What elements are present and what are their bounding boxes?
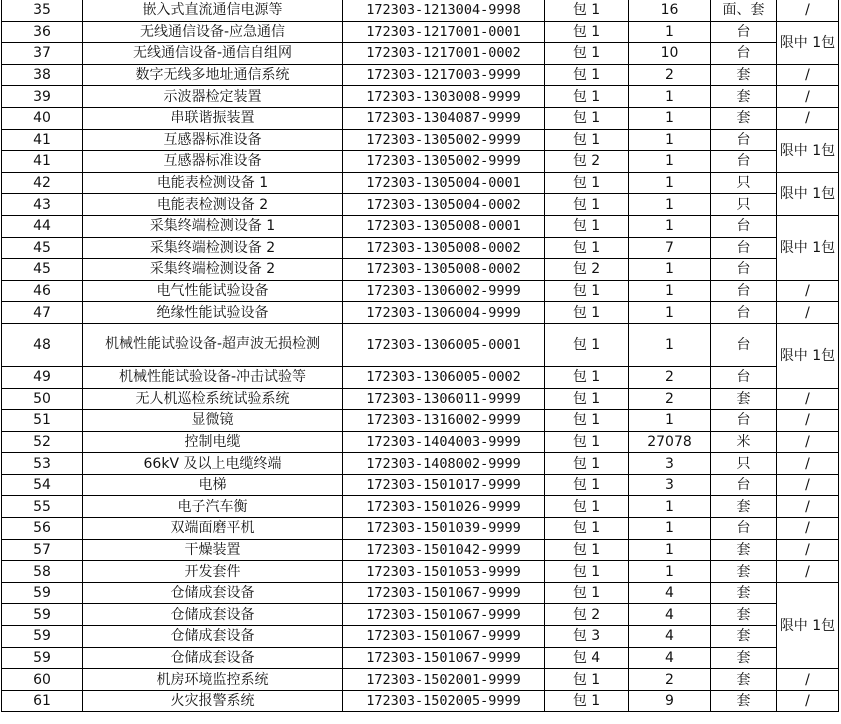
quantity-cell: 1 [629, 323, 711, 366]
table-row [2, 64, 839, 86]
material-code-cell: 172303-1305008-0002 [343, 237, 545, 259]
package-label-cell: 包 1 [545, 690, 629, 712]
unit-cell: 台 [711, 129, 777, 151]
quantity-cell: 2 [629, 64, 711, 86]
restriction-note-cell: / [777, 64, 839, 86]
item-number-cell: 51 [2, 410, 83, 432]
material-code-cell: 172303-1213004-9998 [343, 0, 545, 21]
quantity-cell: 2 [629, 669, 711, 691]
item-number-cell: 50 [2, 388, 83, 410]
unit-cell: 只 [711, 453, 777, 475]
table-row [2, 690, 839, 712]
unit-cell: 套 [711, 626, 777, 648]
item-name-cell: 无线通信设备-应急通信 [83, 21, 343, 43]
package-label-cell: 包 1 [545, 431, 629, 453]
quantity-cell: 1 [629, 21, 711, 43]
unit-cell: 套 [711, 647, 777, 669]
unit-cell: 只 [711, 172, 777, 194]
table-row [2, 151, 839, 173]
table-row [2, 669, 839, 691]
item-name-cell: 显微镜 [83, 410, 343, 432]
material-code-cell: 172303-1306011-9999 [343, 388, 545, 410]
item-number-cell: 59 [2, 604, 83, 626]
restriction-note-cell: 限中 1包 [777, 582, 839, 668]
item-number-cell: 59 [2, 626, 83, 648]
table-row [2, 280, 839, 302]
unit-cell: 台 [711, 302, 777, 324]
item-name-cell: 互感器标准设备 [83, 129, 343, 151]
table-row [2, 539, 839, 561]
material-code-cell: 172303-1303008-9999 [343, 86, 545, 108]
restriction-note-cell: 限中 1包 [777, 215, 839, 280]
unit-cell: 台 [711, 151, 777, 173]
material-code-cell: 172303-1501017-9999 [343, 474, 545, 496]
unit-cell: 套 [711, 107, 777, 129]
item-number-cell: 49 [2, 366, 83, 388]
item-name-cell: 干燥装置 [83, 539, 343, 561]
unit-cell: 台 [711, 21, 777, 43]
package-label-cell: 包 1 [545, 453, 629, 475]
quantity-cell: 4 [629, 604, 711, 626]
material-code-cell: 172303-1501042-9999 [343, 539, 545, 561]
item-number-cell: 57 [2, 539, 83, 561]
package-label-cell: 包 1 [545, 388, 629, 410]
item-name-cell: 开发套件 [83, 561, 343, 583]
unit-cell: 台 [711, 237, 777, 259]
quantity-cell: 1 [629, 518, 711, 540]
package-label-cell: 包 4 [545, 647, 629, 669]
material-code-cell: 172303-1306005-0001 [343, 323, 545, 366]
item-name-cell: 机房环境监控系统 [83, 669, 343, 691]
table-row [2, 366, 839, 388]
quantity-cell: 7 [629, 237, 711, 259]
table-row [2, 388, 839, 410]
restriction-note-cell: / [777, 496, 839, 518]
item-name-cell: 仓储成套设备 [83, 626, 343, 648]
material-code-cell: 172303-1305002-9999 [343, 151, 545, 173]
item-number-cell: 46 [2, 280, 83, 302]
quantity-cell: 1 [629, 172, 711, 194]
restriction-note-cell: / [777, 86, 839, 108]
material-code-cell: 172303-1217001-0002 [343, 43, 545, 65]
unit-cell: 套 [711, 539, 777, 561]
restriction-note-cell: / [777, 669, 839, 691]
package-label-cell: 包 1 [545, 86, 629, 108]
item-number-cell: 58 [2, 561, 83, 583]
unit-cell: 套 [711, 64, 777, 86]
unit-cell: 台 [711, 259, 777, 281]
table-row [2, 259, 839, 281]
restriction-note-cell: / [777, 107, 839, 129]
item-number-cell: 41 [2, 151, 83, 173]
unit-cell: 套 [711, 388, 777, 410]
restriction-note-cell: 限中 1包 [777, 129, 839, 172]
package-label-cell: 包 2 [545, 604, 629, 626]
package-label-cell: 包 1 [545, 0, 629, 21]
item-name-cell: 电能表检测设备 2 [83, 194, 343, 216]
item-number-cell: 45 [2, 259, 83, 281]
restriction-note-cell: / [777, 0, 839, 21]
unit-cell: 套 [711, 690, 777, 712]
table-row [2, 129, 839, 151]
quantity-cell: 3 [629, 474, 711, 496]
package-label-cell: 包 1 [545, 280, 629, 302]
material-code-cell: 172303-1404003-9999 [343, 431, 545, 453]
material-code-cell: 172303-1217001-0001 [343, 21, 545, 43]
package-label-cell: 包 1 [545, 21, 629, 43]
table-row [2, 453, 839, 475]
quantity-cell: 27078 [629, 431, 711, 453]
material-code-cell: 172303-1501067-9999 [343, 582, 545, 604]
table-row [2, 582, 839, 604]
material-code-cell: 172303-1306005-0002 [343, 366, 545, 388]
table-row [2, 172, 839, 194]
table-row [2, 431, 839, 453]
item-number-cell: 60 [2, 669, 83, 691]
material-code-cell: 172303-1501067-9999 [343, 626, 545, 648]
material-code-cell: 172303-1408002-9999 [343, 453, 545, 475]
unit-cell: 套 [711, 496, 777, 518]
item-name-cell: 66kV 及以上电缆终端 [83, 453, 343, 475]
item-name-cell: 控制电缆 [83, 431, 343, 453]
quantity-cell: 1 [629, 86, 711, 108]
quantity-cell: 9 [629, 690, 711, 712]
item-number-cell: 35 [2, 0, 83, 21]
table-row [2, 194, 839, 216]
unit-cell: 台 [711, 410, 777, 432]
item-number-cell: 47 [2, 302, 83, 324]
unit-cell: 台 [711, 474, 777, 496]
unit-cell: 台 [711, 43, 777, 65]
package-label-cell: 包 2 [545, 259, 629, 281]
item-name-cell: 采集终端检测设备 1 [83, 215, 343, 237]
item-number-cell: 44 [2, 215, 83, 237]
package-label-cell: 包 1 [545, 129, 629, 151]
item-name-cell: 双端面磨平机 [83, 518, 343, 540]
material-code-cell: 172303-1306004-9999 [343, 302, 545, 324]
table-row [2, 21, 839, 43]
material-code-cell: 172303-1305008-0002 [343, 259, 545, 281]
item-number-cell: 38 [2, 64, 83, 86]
material-code-cell: 172303-1501053-9999 [343, 561, 545, 583]
item-number-cell: 56 [2, 518, 83, 540]
material-code-cell: 172303-1502001-9999 [343, 669, 545, 691]
unit-cell: 套 [711, 669, 777, 691]
unit-cell: 面、套 [711, 0, 777, 21]
item-name-cell: 电气性能试验设备 [83, 280, 343, 302]
package-label-cell: 包 1 [545, 43, 629, 65]
quantity-cell: 1 [629, 539, 711, 561]
quantity-cell: 1 [629, 410, 711, 432]
item-number-cell: 59 [2, 647, 83, 669]
item-number-cell: 59 [2, 582, 83, 604]
item-name-cell: 仓储成套设备 [83, 604, 343, 626]
item-name-cell: 数字无线多地址通信系统 [83, 64, 343, 86]
item-name-cell: 仓储成套设备 [83, 582, 343, 604]
item-number-cell: 55 [2, 496, 83, 518]
unit-cell: 台 [711, 323, 777, 366]
quantity-cell: 10 [629, 43, 711, 65]
package-label-cell: 包 1 [545, 582, 629, 604]
item-number-cell: 52 [2, 431, 83, 453]
item-name-cell: 串联谐振装置 [83, 107, 343, 129]
quantity-cell: 1 [629, 215, 711, 237]
restriction-note-cell: 限中 1包 [777, 21, 839, 64]
quantity-cell: 1 [629, 561, 711, 583]
quantity-cell: 16 [629, 0, 711, 21]
item-number-cell: 53 [2, 453, 83, 475]
unit-cell: 台 [711, 366, 777, 388]
package-label-cell: 包 1 [545, 539, 629, 561]
item-name-cell: 绝缘性能试验设备 [83, 302, 343, 324]
item-name-cell: 采集终端检测设备 2 [83, 259, 343, 281]
package-label-cell: 包 1 [545, 194, 629, 216]
quantity-cell: 1 [629, 194, 711, 216]
package-label-cell: 包 1 [545, 323, 629, 366]
restriction-note-cell: / [777, 388, 839, 410]
restriction-note-cell: / [777, 690, 839, 712]
restriction-note-cell: 限中 1包 [777, 172, 839, 215]
package-label-cell: 包 1 [545, 237, 629, 259]
quantity-cell: 1 [629, 280, 711, 302]
procurement-items-table [1, 0, 839, 712]
restriction-note-cell: 限中 1包 [777, 323, 839, 388]
item-number-cell: 61 [2, 690, 83, 712]
quantity-cell: 1 [629, 302, 711, 324]
unit-cell: 套 [711, 561, 777, 583]
item-number-cell: 37 [2, 43, 83, 65]
unit-cell: 台 [711, 280, 777, 302]
package-label-cell: 包 1 [545, 302, 629, 324]
quantity-cell: 3 [629, 453, 711, 475]
unit-cell: 套 [711, 582, 777, 604]
material-code-cell: 172303-1304087-9999 [343, 107, 545, 129]
table-row [2, 107, 839, 129]
package-label-cell: 包 3 [545, 626, 629, 648]
item-name-cell: 机械性能试验设备-超声波无损检测 [83, 323, 343, 366]
table-row [2, 302, 839, 324]
table-row [2, 323, 839, 366]
unit-cell: 只 [711, 194, 777, 216]
material-code-cell: 172303-1316002-9999 [343, 410, 545, 432]
package-label-cell: 包 1 [545, 215, 629, 237]
material-code-cell: 172303-1501026-9999 [343, 496, 545, 518]
restriction-note-cell: / [777, 561, 839, 583]
item-name-cell: 机械性能试验设备-冲击试验等 [83, 366, 343, 388]
item-number-cell: 41 [2, 129, 83, 151]
item-number-cell: 48 [2, 323, 83, 366]
material-code-cell: 172303-1305002-9999 [343, 129, 545, 151]
material-code-cell: 172303-1305004-0002 [343, 194, 545, 216]
quantity-cell: 1 [629, 259, 711, 281]
quantity-cell: 1 [629, 496, 711, 518]
quantity-cell: 2 [629, 366, 711, 388]
table-row [2, 604, 839, 626]
item-name-cell: 互感器标准设备 [83, 151, 343, 173]
package-label-cell: 包 1 [545, 496, 629, 518]
restriction-note-cell: / [777, 518, 839, 540]
table-row [2, 626, 839, 648]
material-code-cell: 172303-1306002-9999 [343, 280, 545, 302]
material-code-cell: 172303-1502005-9999 [343, 690, 545, 712]
unit-cell: 套 [711, 86, 777, 108]
table-row [2, 474, 839, 496]
material-code-cell: 172303-1305008-0001 [343, 215, 545, 237]
package-label-cell: 包 1 [545, 561, 629, 583]
table-row [2, 410, 839, 432]
item-number-cell: 36 [2, 21, 83, 43]
quantity-cell: 4 [629, 626, 711, 648]
package-label-cell: 包 1 [545, 107, 629, 129]
package-label-cell: 包 1 [545, 64, 629, 86]
table-row [2, 86, 839, 108]
table-body [2, 0, 839, 712]
table-row [2, 43, 839, 65]
quantity-cell: 1 [629, 129, 711, 151]
restriction-note-cell: / [777, 431, 839, 453]
package-label-cell: 包 1 [545, 669, 629, 691]
material-code-cell: 172303-1501039-9999 [343, 518, 545, 540]
table-row [2, 496, 839, 518]
item-name-cell: 电能表检测设备 1 [83, 172, 343, 194]
item-number-cell: 40 [2, 107, 83, 129]
package-label-cell: 包 1 [545, 172, 629, 194]
table-row [2, 561, 839, 583]
package-label-cell: 包 1 [545, 366, 629, 388]
material-code-cell: 172303-1217003-9999 [343, 64, 545, 86]
package-label-cell: 包 1 [545, 518, 629, 540]
quantity-cell: 1 [629, 151, 711, 173]
unit-cell: 台 [711, 215, 777, 237]
table-row [2, 215, 839, 237]
item-name-cell: 示波器检定装置 [83, 86, 343, 108]
item-name-cell: 仓储成套设备 [83, 647, 343, 669]
quantity-cell: 1 [629, 107, 711, 129]
material-code-cell: 172303-1305004-0001 [343, 172, 545, 194]
table-row [2, 647, 839, 669]
restriction-note-cell: / [777, 453, 839, 475]
item-name-cell: 无线通信设备-通信自组网 [83, 43, 343, 65]
quantity-cell: 4 [629, 582, 711, 604]
item-name-cell: 电梯 [83, 474, 343, 496]
item-number-cell: 39 [2, 86, 83, 108]
item-number-cell: 45 [2, 237, 83, 259]
restriction-note-cell: / [777, 474, 839, 496]
item-name-cell: 火灾报警系统 [83, 690, 343, 712]
item-name-cell: 采集终端检测设备 2 [83, 237, 343, 259]
item-number-cell: 54 [2, 474, 83, 496]
unit-cell: 米 [711, 431, 777, 453]
unit-cell: 套 [711, 604, 777, 626]
item-number-cell: 43 [2, 194, 83, 216]
package-label-cell: 包 1 [545, 410, 629, 432]
table-row [2, 518, 839, 540]
restriction-note-cell: / [777, 280, 839, 302]
table-row [2, 0, 839, 21]
material-code-cell: 172303-1501067-9999 [343, 604, 545, 626]
quantity-cell: 4 [629, 647, 711, 669]
table-row [2, 237, 839, 259]
item-name-cell: 电子汽车衡 [83, 496, 343, 518]
restriction-note-cell: / [777, 539, 839, 561]
unit-cell: 台 [711, 518, 777, 540]
package-label-cell: 包 1 [545, 474, 629, 496]
item-name-cell: 无人机巡检系统试验系统 [83, 388, 343, 410]
item-name-cell: 嵌入式直流通信电源等 [83, 0, 343, 21]
restriction-note-cell: / [777, 302, 839, 324]
item-number-cell: 42 [2, 172, 83, 194]
quantity-cell: 2 [629, 388, 711, 410]
restriction-note-cell: / [777, 410, 839, 432]
package-label-cell: 包 2 [545, 151, 629, 173]
material-code-cell: 172303-1501067-9999 [343, 647, 545, 669]
